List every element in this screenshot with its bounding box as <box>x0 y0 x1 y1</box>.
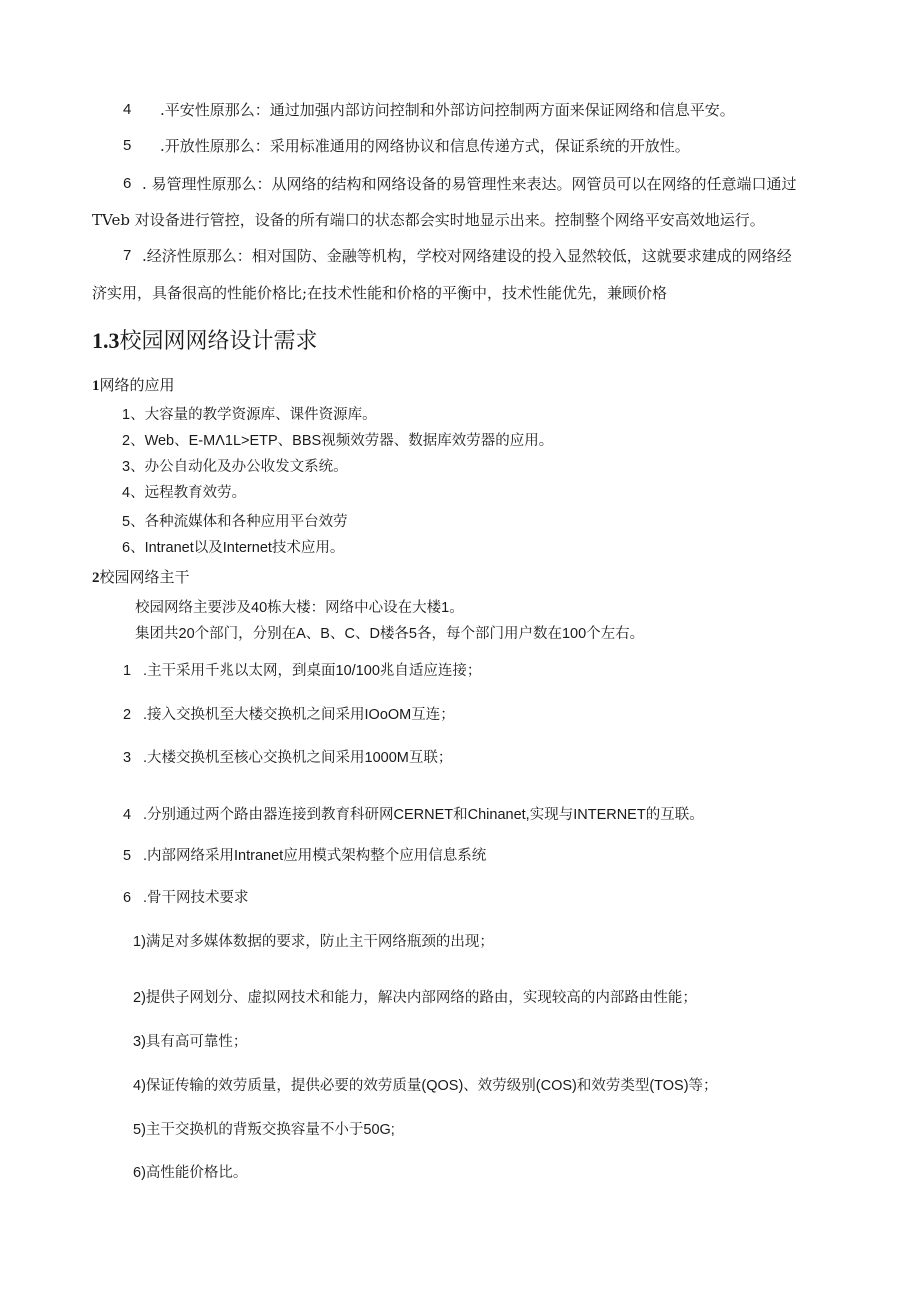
principle-4-number: 4 <box>123 101 132 118</box>
application-item: 6、Intranet以及Internet技术应用。 <box>122 540 345 556</box>
subsection-2-heading <box>92 568 190 588</box>
principle-7-continuation: 济实用，具备很高的性能价格比;在技术性能和价格的平衡中，技术性能优先，兼顾价格 <box>92 284 668 302</box>
application-item: 1、大容量的教学资源库、课件资源库。 <box>122 407 377 423</box>
backbone-item-text: .大楼交换机至核心交换机之间采用1000M互联； <box>143 750 453 766</box>
requirement-item: 4)保证传输的效劳质量，提供必要的效劳质量(QOS)、效劳级别(COS)和效劳类型(TOS)等； <box>133 1078 718 1094</box>
backbone-item-number: 3 <box>123 750 132 766</box>
backbone-item-text: .接入交换机至大楼交换机之间采用IOoOM互连； <box>143 707 455 723</box>
requirement-item: 1)满足对多媒体数据的要求，防止主干网络瓶颈的出现； <box>133 934 494 950</box>
section-heading <box>92 326 318 357</box>
principle-6-continuation: TVeb 对设备进行管控，设备的所有端口的状态都会实时地显示出来。控制整个网络平安高效地运行。 <box>92 211 765 229</box>
subsection-1-number: 1 <box>92 378 100 394</box>
principle-7-text: .经济性原那么：相对国防、金融等机构，学校对网络建设的投入显然较低，这就要求建成的网络经 <box>142 247 792 265</box>
backbone-item-number: 2 <box>123 707 132 723</box>
requirement-item: 2)提供子网划分、虚拟网技术和能力，解决内部网络的路由，实现较高的内部路由性能； <box>133 990 697 1006</box>
backbone-item-number: 6 <box>123 890 132 906</box>
subsection-2-title: 校园网络主干 <box>99 569 190 586</box>
section-title: 校园网网络设计需求 <box>119 329 318 354</box>
subsection-1-title: 网络的应用 <box>99 377 175 394</box>
backbone-item-text: .内部网络采用Intranet应用模式架构整个应用信息系统 <box>143 848 487 864</box>
application-item: 3、办公自动化及办公收发文系统。 <box>122 459 348 475</box>
backbone-item-number: 5 <box>123 848 132 864</box>
requirement-item: 5)主干交换机的背叛交换容量不小于50G; <box>133 1122 395 1138</box>
backbone-item-text: .骨干网技术要求 <box>143 890 249 906</box>
backbone-item-text: .主干采用千兆以太网，到桌面10/100兆自适应连接； <box>143 663 482 679</box>
backbone-item-number: 1 <box>123 663 132 679</box>
subsection-1-heading <box>92 376 175 396</box>
principle-6-text: . 易管理性原那么：从网络的结构和网络设备的易管理性来表达。网管员可以在网络的任意端口通过 <box>142 175 797 193</box>
backbone-item-text: .分别通过两个路由器连接到教育科研网CERNET和Chinanet,实现与INTERNET的互联。 <box>143 807 704 823</box>
application-item: 2、Web、E-MΛ1L>ETP、BBS视频效劳器、数据库效劳器的应用。 <box>122 433 554 449</box>
backbone-intro-line: 集团共20个部门，分别在A、B、C、D楼各5各，每个部门用户数在100个左右。 <box>135 626 645 642</box>
principle-7-number: 7 <box>123 247 132 264</box>
principle-6-number: 6 <box>123 175 132 192</box>
application-item: 4、远程教育效劳。 <box>122 485 247 501</box>
principle-5-text: .开放性原那么：采用标准通用的网络协议和信息传递方式，保证系统的开放性。 <box>160 137 690 155</box>
section-number: 1.3 <box>92 328 120 353</box>
backbone-item-number: 4 <box>123 807 132 823</box>
requirement-item: 6)高性能价格比。 <box>133 1165 248 1181</box>
requirement-item: 3)具有高可靠性； <box>133 1034 248 1050</box>
backbone-intro-line: 校园网络主要涉及40栋大楼：网络中心设在大楼1。 <box>135 600 464 616</box>
subsection-2-number: 2 <box>92 570 100 586</box>
application-item: 5、各种流媒体和各种应用平台效劳 <box>122 514 348 530</box>
principle-4-text: .平安性原那么：通过加强内部访问控制和外部访问控制两方面来保证网络和信息平安。 <box>160 101 735 119</box>
principle-5-number: 5 <box>123 137 132 154</box>
